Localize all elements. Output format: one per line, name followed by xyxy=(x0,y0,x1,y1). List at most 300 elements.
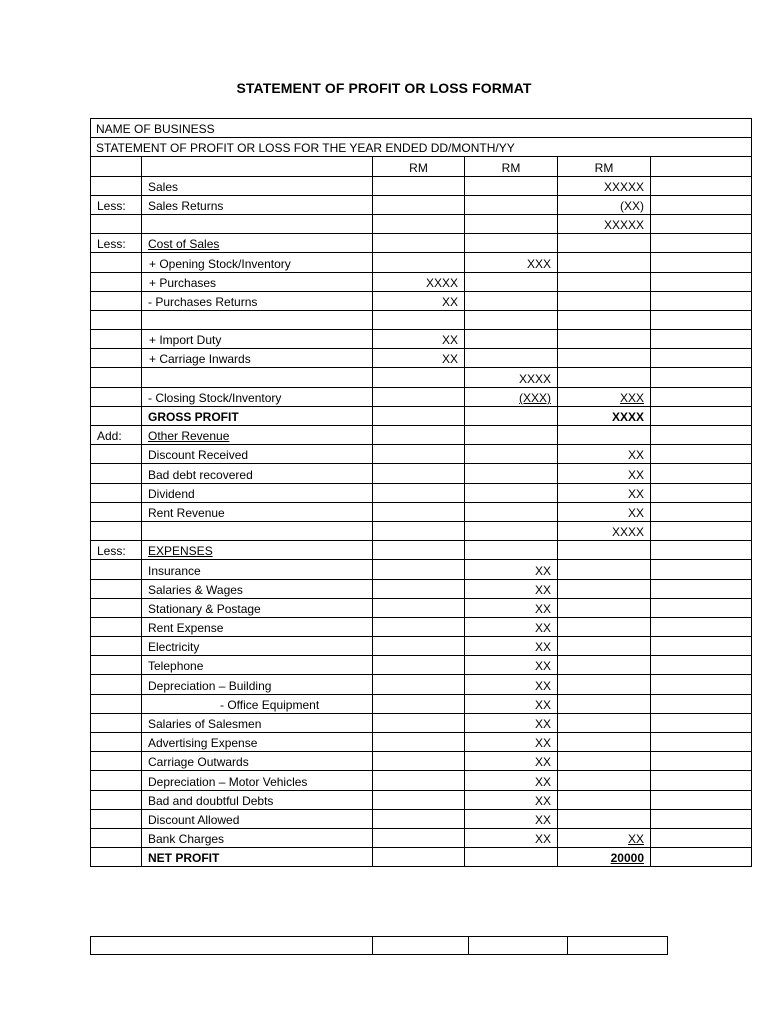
amount-col3-text: XXXX xyxy=(611,525,644,540)
row-item-text: Salaries of Salesmen xyxy=(148,717,262,731)
amount-col2-text: XX xyxy=(534,832,551,847)
row-item xyxy=(142,349,373,368)
statement-row xyxy=(91,310,752,329)
blank-cell xyxy=(651,560,752,579)
row-item xyxy=(142,387,373,406)
amount-col1 xyxy=(373,368,465,387)
row-label xyxy=(91,771,142,790)
blank-cell xyxy=(651,771,752,790)
row-label xyxy=(91,598,142,617)
amount-col2-text: XX xyxy=(534,736,551,751)
blank-cell xyxy=(651,310,752,329)
amount-col2-text: XX xyxy=(534,563,551,578)
row-label xyxy=(91,809,142,828)
row-item-text: Advertising Expense xyxy=(148,736,258,751)
statement-heading: STATEMENT OF PROFIT OR LOSS FOR THE YEAR ENDED DD/MONTH/YY xyxy=(91,138,752,157)
amount-col3 xyxy=(558,368,651,387)
amount-col2 xyxy=(465,790,558,809)
amount-col2-text: XX xyxy=(534,621,551,636)
amount-col1 xyxy=(373,541,465,560)
blank-cell xyxy=(651,387,752,406)
amount-col3 xyxy=(558,483,651,502)
blank-cell xyxy=(651,637,752,656)
amount-col2 xyxy=(465,733,558,752)
amount-col2 xyxy=(465,176,558,195)
amount-col1 xyxy=(373,426,465,445)
amount-col3-text: XX xyxy=(627,505,644,520)
row-item xyxy=(142,330,373,349)
amount-col2-text: XX xyxy=(534,582,551,597)
blank-cell xyxy=(651,195,752,214)
row-label xyxy=(91,828,142,847)
blank-cell xyxy=(651,790,752,809)
statement-row xyxy=(91,483,752,502)
row-label xyxy=(91,195,142,214)
amount-col1 xyxy=(373,848,465,867)
statement-row xyxy=(91,368,752,387)
amount-col2 xyxy=(465,310,558,329)
amount-col3-text: XX xyxy=(627,486,644,501)
amount-col2 xyxy=(465,771,558,790)
amount-col3 xyxy=(558,291,651,310)
row-item-text: Insurance xyxy=(148,563,201,578)
amount-col3 xyxy=(558,617,651,636)
blank-cell xyxy=(651,656,752,675)
amount-col3 xyxy=(558,713,651,732)
blank-cell xyxy=(651,176,752,195)
statement-row xyxy=(91,675,752,694)
amount-col3 xyxy=(558,656,651,675)
amount-col1 xyxy=(373,809,465,828)
business-name-row xyxy=(91,119,752,138)
amount-col3 xyxy=(558,464,651,483)
row-item xyxy=(142,713,373,732)
row-item-text: Bad and doubtful Debts xyxy=(148,793,274,808)
row-label xyxy=(91,368,142,387)
row-label xyxy=(91,560,142,579)
amount-col3-text: XXXXX xyxy=(603,218,644,233)
row-label xyxy=(91,234,142,253)
blank-cell xyxy=(651,406,752,425)
row-item xyxy=(142,675,373,694)
amount-col3-text: XXX xyxy=(619,390,644,405)
amount-col1 xyxy=(373,502,465,521)
row-item xyxy=(142,598,373,617)
blank-cell xyxy=(651,368,752,387)
amount-col1-text: XX xyxy=(441,333,458,348)
statement-row xyxy=(91,445,752,464)
row-item-text: + Purchases xyxy=(149,275,217,290)
blank-cell xyxy=(651,330,752,349)
statement-row xyxy=(91,809,752,828)
row-label xyxy=(91,349,142,368)
row-item xyxy=(142,579,373,598)
statement-heading-row xyxy=(91,138,752,157)
amount-col2 xyxy=(465,560,558,579)
row-label xyxy=(91,253,142,272)
row-label-text: Less: xyxy=(97,198,126,213)
row-item-text: Sales Returns xyxy=(148,198,224,213)
statement-row xyxy=(91,541,752,560)
amount-col2-text: XX xyxy=(534,640,551,655)
currency-header: RM xyxy=(373,157,465,176)
blank-cell xyxy=(651,675,752,694)
amount-col2-text: XX xyxy=(534,812,551,827)
row-label xyxy=(91,406,142,425)
header-blank-cell xyxy=(651,157,752,176)
row-label xyxy=(91,675,142,694)
amount-col2 xyxy=(465,656,558,675)
amount-col2-text: XXX xyxy=(526,256,551,271)
amount-col1 xyxy=(373,310,465,329)
row-item-text: Rent Expense xyxy=(148,621,224,636)
statement-row xyxy=(91,656,752,675)
amount-col2 xyxy=(465,464,558,483)
amount-col2 xyxy=(465,387,558,406)
amount-col2-text: XX xyxy=(534,601,551,616)
statement-row xyxy=(91,637,752,656)
statement-row xyxy=(91,502,752,521)
amount-col2 xyxy=(465,502,558,521)
footer-row xyxy=(91,937,668,955)
amount-col2-text: XXXX xyxy=(518,371,551,386)
amount-col1 xyxy=(373,253,465,272)
amount-col1 xyxy=(373,195,465,214)
footer-cell xyxy=(373,937,469,955)
row-item-text: Cost of Sales xyxy=(148,237,220,252)
row-item xyxy=(142,752,373,771)
statement-row xyxy=(91,771,752,790)
blank-cell xyxy=(651,809,752,828)
row-item xyxy=(142,541,373,560)
amount-col2-text: XX xyxy=(534,793,551,808)
amount-col2 xyxy=(465,214,558,233)
blank-cell xyxy=(651,464,752,483)
amount-col3 xyxy=(558,637,651,656)
row-item xyxy=(142,771,373,790)
amount-col1 xyxy=(373,579,465,598)
blank-cell xyxy=(651,272,752,291)
statement-row xyxy=(91,560,752,579)
blank-cell xyxy=(651,848,752,867)
amount-col2-text: XX xyxy=(534,717,551,731)
row-item xyxy=(142,733,373,752)
blank-cell xyxy=(651,445,752,464)
amount-col2 xyxy=(465,234,558,253)
amount-col2 xyxy=(465,637,558,656)
header-blank-cell xyxy=(142,157,373,176)
blank-cell xyxy=(651,598,752,617)
amount-col3 xyxy=(558,445,651,464)
row-item-text: Salaries & Wages xyxy=(148,582,243,597)
row-label xyxy=(91,387,142,406)
amount-col1 xyxy=(373,771,465,790)
row-item-text: + Import Duty xyxy=(149,333,222,348)
statement-row xyxy=(91,598,752,617)
amount-col1 xyxy=(373,445,465,464)
statement-row xyxy=(91,387,752,406)
amount-col1-text: XX xyxy=(441,352,458,367)
amount-col1 xyxy=(373,617,465,636)
row-item xyxy=(142,521,373,540)
row-item-text: Rent Revenue xyxy=(148,505,225,520)
row-item-text: Discount Allowed xyxy=(148,812,240,827)
amount-col3 xyxy=(558,848,651,867)
statement-row xyxy=(91,790,752,809)
amount-col2 xyxy=(465,368,558,387)
amount-col3 xyxy=(558,253,651,272)
amount-col2 xyxy=(465,828,558,847)
amount-col1 xyxy=(373,483,465,502)
row-label xyxy=(91,713,142,732)
currency-header: RM xyxy=(465,157,558,176)
statement-row xyxy=(91,426,752,445)
blank-cell xyxy=(651,694,752,713)
amount-col3 xyxy=(558,349,651,368)
row-item xyxy=(142,272,373,291)
row-item xyxy=(142,637,373,656)
amount-col2 xyxy=(465,195,558,214)
amount-col1 xyxy=(373,349,465,368)
statement-row xyxy=(91,291,752,310)
amount-col1 xyxy=(373,176,465,195)
blank-cell xyxy=(651,521,752,540)
document-title: STATEMENT OF PROFIT OR LOSS FORMAT xyxy=(236,80,532,96)
amount-col2 xyxy=(465,809,558,828)
row-item-text: GROSS PROFIT xyxy=(148,410,239,424)
row-item-text: - Purchases Returns xyxy=(148,294,258,309)
blank-cell xyxy=(651,214,752,233)
row-item xyxy=(142,656,373,675)
row-item xyxy=(142,483,373,502)
amount-col2-text: XX xyxy=(534,678,551,693)
amount-col3 xyxy=(558,214,651,233)
row-label xyxy=(91,637,142,656)
row-item-text: Electricity xyxy=(148,640,200,655)
row-label xyxy=(91,752,142,771)
row-label xyxy=(91,541,142,560)
amount-col3 xyxy=(558,310,651,329)
blank-cell xyxy=(651,483,752,502)
footer-empty-table xyxy=(90,936,668,955)
row-item xyxy=(142,464,373,483)
amount-col3 xyxy=(558,176,651,195)
amount-col3 xyxy=(558,330,651,349)
row-item xyxy=(142,406,373,425)
row-label xyxy=(91,848,142,867)
amount-col3 xyxy=(558,828,651,847)
row-item xyxy=(142,502,373,521)
currency-header-row xyxy=(91,157,752,176)
amount-col1 xyxy=(373,733,465,752)
statement-row xyxy=(91,195,752,214)
amount-col3 xyxy=(558,675,651,694)
row-item-text: Other Revenue xyxy=(148,429,230,444)
statement-row xyxy=(91,176,752,195)
amount-col3 xyxy=(558,234,651,253)
amount-col3 xyxy=(558,387,651,406)
statement-row xyxy=(91,713,752,732)
amount-col3-text: 20000 xyxy=(610,851,644,866)
row-label xyxy=(91,483,142,502)
amount-col3 xyxy=(558,733,651,752)
blank-cell xyxy=(651,541,752,560)
row-item-text: + Opening Stock/Inventory xyxy=(149,256,291,271)
amount-col1 xyxy=(373,464,465,483)
amount-col3 xyxy=(558,790,651,809)
amount-col1 xyxy=(373,752,465,771)
row-label-text: Less: xyxy=(97,237,126,252)
amount-col1 xyxy=(373,330,465,349)
currency-header: RM xyxy=(558,157,651,176)
statement-row xyxy=(91,521,752,540)
amount-col3 xyxy=(558,272,651,291)
blank-cell xyxy=(651,291,752,310)
row-label-text: Add: xyxy=(97,429,122,444)
profit-loss-table xyxy=(90,118,752,867)
amount-col2 xyxy=(465,521,558,540)
row-label xyxy=(91,330,142,349)
amount-col3-text: XX xyxy=(627,467,644,482)
amount-col2-text: XX xyxy=(534,755,551,770)
amount-col3 xyxy=(558,694,651,713)
amount-col3 xyxy=(558,541,651,560)
amount-col1 xyxy=(373,291,465,310)
amount-col2 xyxy=(465,694,558,713)
amount-col2 xyxy=(465,406,558,425)
row-item xyxy=(142,617,373,636)
amount-col2 xyxy=(465,579,558,598)
amount-col2 xyxy=(465,848,558,867)
row-item xyxy=(142,560,373,579)
row-item-text: Telephone xyxy=(148,659,204,674)
row-item xyxy=(142,195,373,214)
amount-col1 xyxy=(373,214,465,233)
blank-cell xyxy=(651,733,752,752)
row-item-text: + Carriage Inwards xyxy=(149,352,251,367)
row-item-text: Discount Received xyxy=(148,448,249,463)
amount-col3-text: XXXX xyxy=(611,410,644,424)
amount-col1 xyxy=(373,713,465,732)
row-label xyxy=(91,176,142,195)
row-item xyxy=(142,426,373,445)
amount-col2 xyxy=(465,617,558,636)
row-item xyxy=(142,214,373,233)
amount-col2-text: XX xyxy=(534,659,551,674)
amount-col1 xyxy=(373,234,465,253)
row-item xyxy=(142,445,373,464)
amount-col2 xyxy=(465,541,558,560)
row-label xyxy=(91,445,142,464)
footer-cell xyxy=(91,937,373,955)
header-blank-cell xyxy=(91,157,142,176)
amount-col3 xyxy=(558,406,651,425)
statement-row xyxy=(91,694,752,713)
amount-col1 xyxy=(373,675,465,694)
row-item-text: Bad debt recovered xyxy=(148,467,253,482)
row-item-text: Depreciation – Motor Vehicles xyxy=(148,774,308,789)
amount-col1 xyxy=(373,637,465,656)
amount-col1 xyxy=(373,406,465,425)
row-label xyxy=(91,272,142,291)
row-label xyxy=(91,502,142,521)
blank-cell xyxy=(651,349,752,368)
amount-col1 xyxy=(373,790,465,809)
row-label xyxy=(91,426,142,445)
blank-cell xyxy=(651,617,752,636)
row-label xyxy=(91,656,142,675)
row-item xyxy=(142,368,373,387)
amount-col2 xyxy=(465,752,558,771)
row-item xyxy=(142,234,373,253)
amount-col3 xyxy=(558,579,651,598)
row-label xyxy=(91,790,142,809)
amount-col2 xyxy=(465,330,558,349)
row-item xyxy=(142,828,373,847)
row-label xyxy=(91,464,142,483)
amount-col1 xyxy=(373,828,465,847)
amount-col3 xyxy=(558,809,651,828)
row-item-text: - Closing Stock/Inventory xyxy=(148,390,282,405)
row-label xyxy=(91,214,142,233)
row-item xyxy=(142,253,373,272)
footer-cell xyxy=(568,937,668,955)
amount-col1-text: XX xyxy=(441,294,458,309)
row-item xyxy=(142,176,373,195)
row-item-text: Stationary & Postage xyxy=(148,601,261,616)
row-item xyxy=(142,809,373,828)
amount-col3-text: XX xyxy=(627,832,644,847)
amount-col2-text: (XXX) xyxy=(518,390,551,405)
row-item xyxy=(142,848,373,867)
statement-row xyxy=(91,828,752,847)
row-item-text: - Office Equipment xyxy=(220,697,320,712)
row-label xyxy=(91,579,142,598)
amount-col1-text: XXXX xyxy=(425,275,458,290)
statement-row xyxy=(91,234,752,253)
amount-col2-text: XX xyxy=(534,697,551,712)
statement-row xyxy=(91,579,752,598)
row-item xyxy=(142,694,373,713)
business-name: NAME OF BUSINESS xyxy=(91,119,752,138)
amount-col3-text: XX xyxy=(627,448,644,463)
statement-row xyxy=(91,330,752,349)
amount-col1 xyxy=(373,387,465,406)
statement-row xyxy=(91,848,752,867)
row-item xyxy=(142,310,373,329)
blank-cell xyxy=(651,426,752,445)
statement-row xyxy=(91,253,752,272)
amount-col2 xyxy=(465,483,558,502)
row-label xyxy=(91,617,142,636)
statement-row xyxy=(91,406,752,425)
row-label xyxy=(91,310,142,329)
amount-col3 xyxy=(558,195,651,214)
amount-col2 xyxy=(465,675,558,694)
amount-col1 xyxy=(373,560,465,579)
amount-col3 xyxy=(558,502,651,521)
statement-row xyxy=(91,617,752,636)
amount-col3 xyxy=(558,426,651,445)
amount-col2 xyxy=(465,713,558,732)
amount-col2 xyxy=(465,426,558,445)
amount-col2 xyxy=(465,253,558,272)
footer-cell xyxy=(469,937,568,955)
amount-col1 xyxy=(373,272,465,291)
amount-col2 xyxy=(465,272,558,291)
amount-col2 xyxy=(465,598,558,617)
statement-row xyxy=(91,272,752,291)
